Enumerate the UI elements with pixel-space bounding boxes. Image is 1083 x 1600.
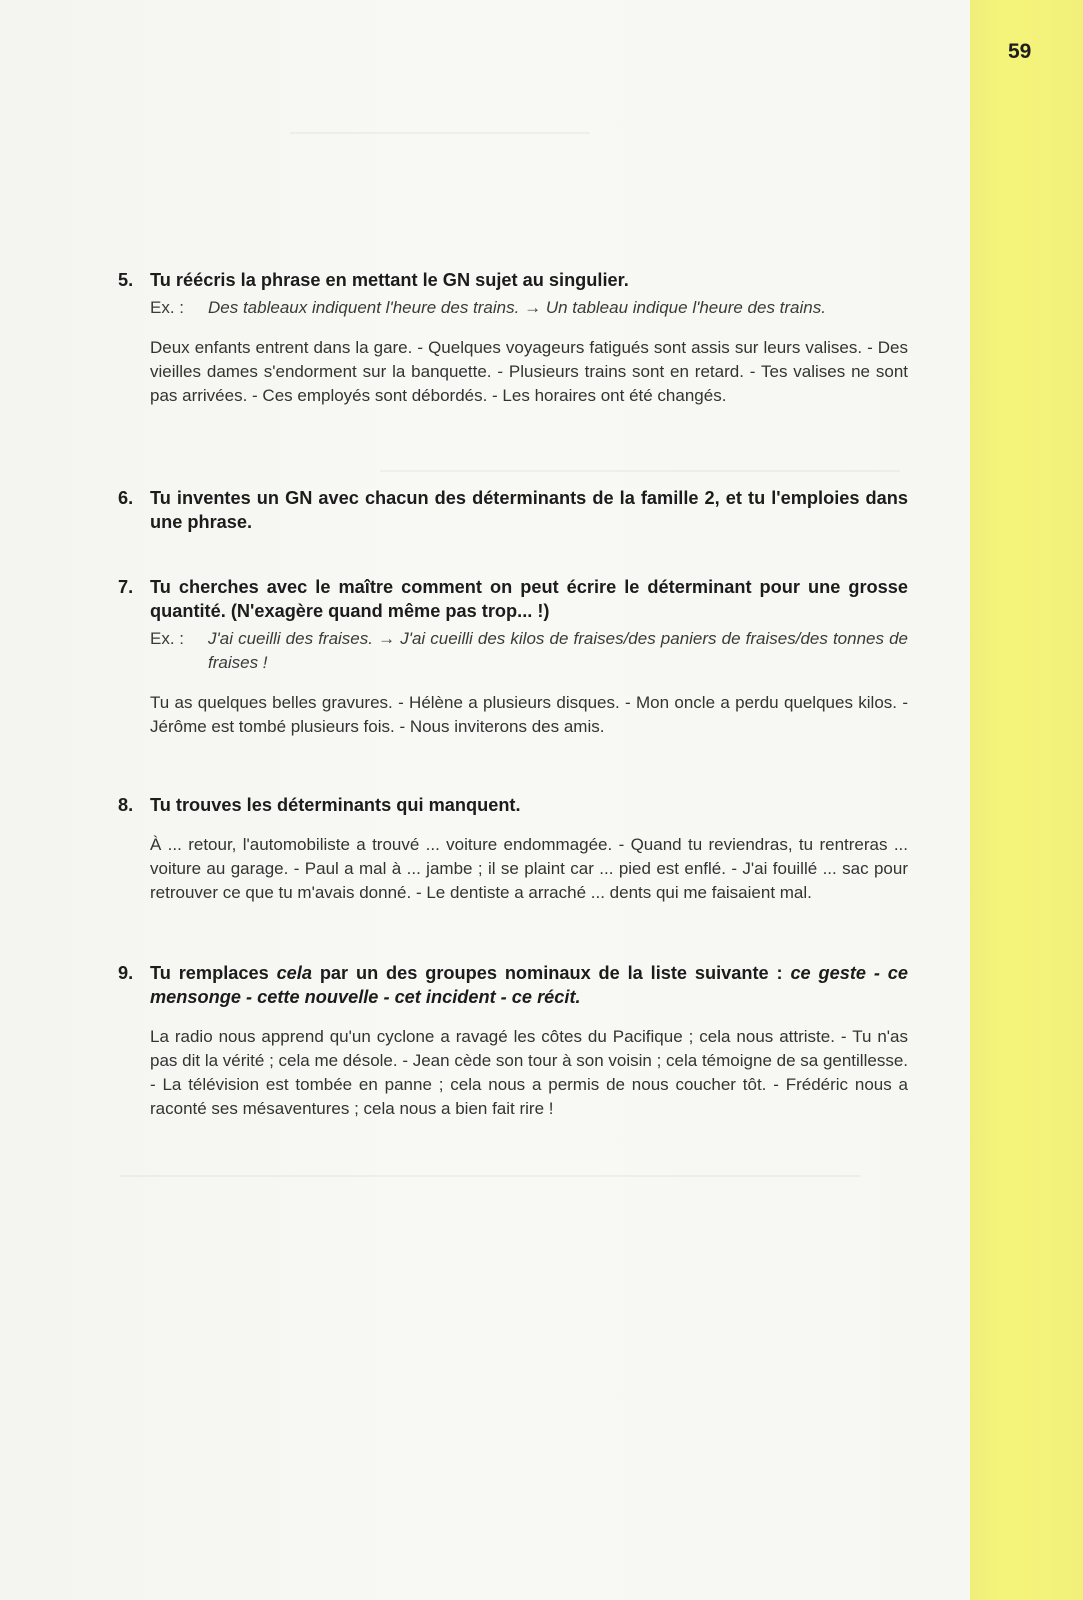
exercise-number: 6.	[118, 488, 134, 508]
exercise-9	[118, 961, 908, 1121]
exercise-instruction: Tu trouves les déterminants qui manquent.	[150, 795, 521, 815]
exercise-instruction: Tu cherches avec le maître comment on peut écrire le déterminant pour une grosse quantité. (N'exagère quand même pas trop... !)	[150, 577, 908, 621]
exercise-text: À ... retour, l'automobiliste a trouvé ... voiture endommagée. - Quand tu reviendras, tu rentreras ... voiture au garage. - Paul a mal à ... jambe ; il se plaint car ... pied est enflé. - J'ai fouillé ... sac pour retrouver ce que tu m'avais donné. - Le dentiste a arraché ... dents qui me faisaient mal.	[150, 835, 908, 902]
exercise-heading	[118, 961, 908, 1009]
example-source: Des tableaux indiquent l'heure des trains.	[208, 298, 520, 317]
exercise-number: 7.	[118, 577, 134, 597]
arrow-icon: →	[524, 298, 542, 317]
show-through-line	[380, 470, 900, 472]
arrow-icon: →	[378, 629, 396, 648]
exercise-text: La radio nous apprend qu'un cyclone a ravagé les côtes du Pacifique ; cela nous attriste. - Tu n'as pas dit la vérité ; cela me désole. - Jean cède son tour à son voisin ; cela témoigne de sa gentillesse. - La télévision est tombée en panne ; cela nous a permis de nous coucher tôt. - Frédéric nous a raconté ses mésaventures ; cela nous a bien fait rire !	[150, 1027, 908, 1118]
exercise-number: 5.	[118, 270, 134, 290]
example-source: J'ai cueilli des fraises.	[208, 629, 373, 648]
example-label: Ex. :	[150, 298, 185, 317]
exercise-heading	[118, 575, 908, 623]
exercise-instruction	[150, 961, 908, 1009]
show-through-line	[290, 132, 590, 134]
exercise-example	[150, 296, 908, 320]
instruction-text: Tu remplaces	[150, 963, 277, 983]
exercise-text: Tu as quelques belles gravures. - Hélène a plusieurs disques. - Mon oncle a perdu quelques kilos. - Jérôme est tombé plusieurs fois. - Nous inviterons des amis.	[150, 693, 908, 736]
page-number: 59	[1008, 40, 1032, 63]
instruction-word-list: ce geste - ce mensonge - cette nouvelle - cet incident - ce récit.	[150, 963, 909, 1007]
exercise-text: Deux enfants entrent dans la gare. - Quelques voyageurs fatigués sont assis sur leurs valises. - Des vieilles dames s'endorment sur la banquette. - Plusieurs trains sont en retard. - Tes valises ne sont pas arrivées. - Ces employés sont débordés. - Les horaires ont été changés.	[150, 338, 908, 405]
example-result: Un tableau indique l'heure des trains.	[545, 298, 826, 317]
instruction-keyword: cela	[276, 963, 312, 983]
exercise-heading	[118, 268, 908, 292]
exercise-5	[118, 268, 908, 408]
example-result: J'ai cueilli des kilos de fraises/des paniers de fraises/des tonnes de fraises !	[208, 629, 908, 672]
exercise-instruction: Tu réécris la phrase en mettant le GN sujet au singulier.	[150, 270, 629, 290]
example-label: Ex. :	[150, 629, 185, 648]
exercise-number: 9.	[118, 963, 134, 983]
exercise-number: 8.	[118, 795, 134, 815]
exercise-6	[118, 486, 908, 534]
exercise-heading	[118, 793, 908, 817]
yellow-margin-band	[970, 0, 1083, 1600]
show-through-line	[120, 1175, 860, 1177]
exercise-example	[150, 627, 908, 675]
exercise-7	[118, 575, 908, 739]
exercise-heading	[118, 486, 908, 534]
exercise-instruction: Tu inventes un GN avec chacun des déterminants de la famille 2, et tu l'emploies dans une phrase.	[150, 488, 908, 532]
exercise-8	[118, 793, 908, 905]
instruction-text: par un des groupes nominaux de la liste suivante :	[311, 963, 791, 983]
